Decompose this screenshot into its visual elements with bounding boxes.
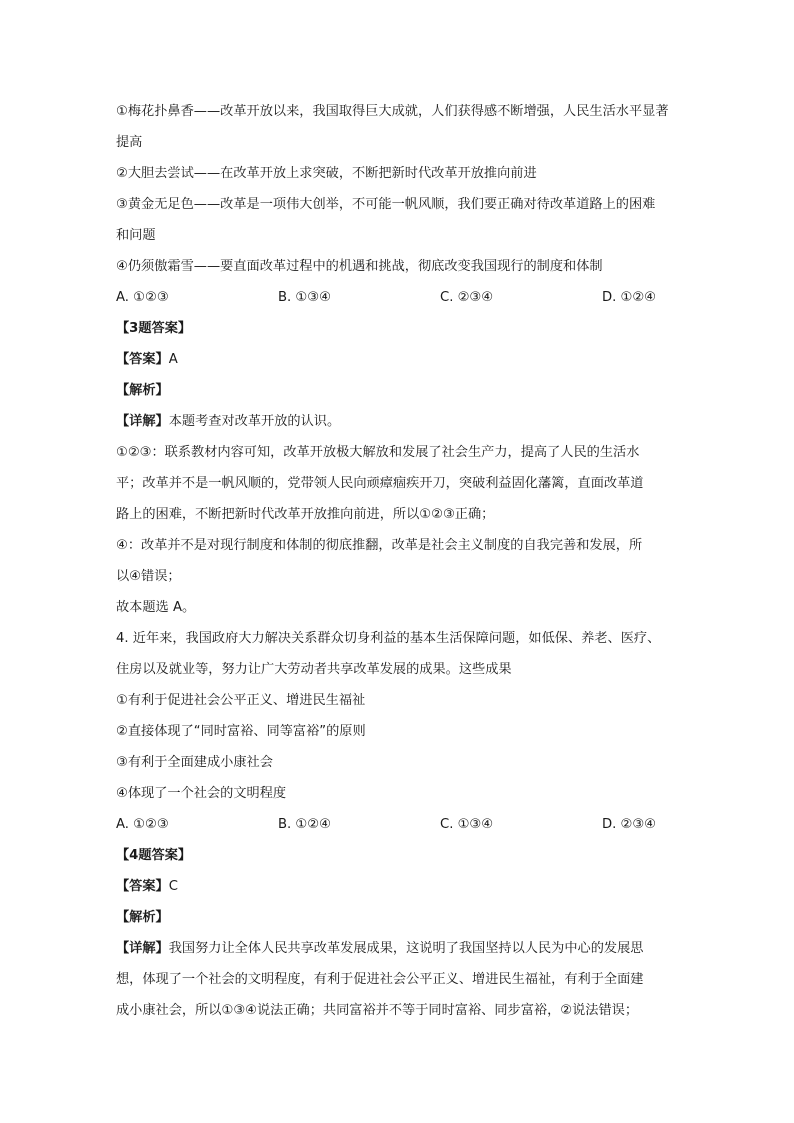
q3-option-d: D. ①②④ — [602, 290, 657, 305]
q3-option-b: B. ①③④ — [278, 290, 331, 305]
q4-option-c: C. ①③④ — [440, 817, 494, 832]
q3-statement-1-line1: ①梅花扑鼻香——改革开放以来，我国取得巨大成就，人们获得感不断增强，人民生活水平显著 — [116, 104, 669, 119]
document-content — [116, 96, 686, 1026]
q4-analysis-label: 【解析】 — [116, 910, 169, 925]
q4-answer-label: 【答案】 — [116, 879, 169, 894]
q4-detail-line3: 成小康社会，所以①③④说法正确；共同富裕并不等于同时富裕、同步富裕，②说法错误； — [116, 1003, 639, 1018]
q4-statement-4: ④体现了一个社会的文明程度 — [116, 786, 287, 801]
q3-answer-value: A — [168, 352, 178, 367]
q4-answer-line — [116, 871, 686, 902]
q4-statement-1: ①有利于促进社会公平正义、增进民生福祉 — [116, 693, 366, 708]
q3-statement-2: ②大胆去尝试——在改革开放上求突破，不断把新时代改革开放推向前进 — [116, 166, 537, 181]
q4-stem-line2: 住房以及就业等，努力让广大劳动者共享改革发展的成果。这些成果 — [116, 662, 512, 677]
q4-option-b: B. ①②④ — [278, 817, 331, 832]
q3-answer-header: 【3题答案】 — [116, 321, 192, 336]
q3-statement-3-line2: 和问题 — [116, 228, 156, 243]
q4-option-a: A. ①②③ — [116, 817, 169, 832]
q4-detail-line2: 想，体现了一个社会的文明程度，有利于促进社会公平正义、增进民生福祉，有利于全面建 — [116, 972, 644, 987]
q3-statement-4: ④仍须傲霜雪——要直面改革过程中的机遇和挑战，彻底改变我国现行的制度和体制 — [116, 259, 603, 274]
q3-answer-line — [116, 344, 686, 375]
q3-analysis-label: 【解析】 — [116, 383, 169, 398]
q3-options — [116, 282, 686, 313]
q3-option-c: C. ②③④ — [440, 290, 494, 305]
q4-options — [116, 809, 686, 840]
q3-detail-label: 【详解】 — [116, 414, 169, 429]
q3-option-a: A. ①②③ — [116, 290, 169, 305]
q3-detail-text: 本题考查对改革开放的认识。 — [168, 414, 341, 429]
q3-statement-3-line1: ③黄金无足色——改革是一项伟大创举，不可能一帆风顺，我们要正确对待改革道路上的困难 — [116, 197, 656, 212]
q3-para2-line1: ④：改革并不是对现行制度和体制的彻底推翻，改革是社会主义制度的自我完善和发展，所 — [116, 538, 643, 553]
q3-para1-line1: ①②③：联系教材内容可知，改革开放极大解放和发展了社会生产力，提高了人民的生活水 — [116, 445, 640, 460]
q4-option-d: D. ②③④ — [602, 817, 657, 832]
q3-statement-1-line2: 提高 — [116, 135, 143, 150]
q4-statement-3: ③有利于全面建成小康社会 — [116, 755, 273, 770]
q3-answer-label: 【答案】 — [116, 352, 169, 367]
q4-answer-value: C — [168, 879, 178, 894]
q3-para2-line2: 以④错误； — [116, 569, 181, 584]
q3-detail-line — [116, 406, 686, 437]
q4-detail-label: 【详解】 — [116, 941, 169, 956]
q4-statement-2: ②直接体现了“同时富裕、同等富裕”的原则 — [116, 724, 366, 739]
q3-para1-line3: 路上的困难，不断把新时代改革开放推向前进，所以①②③正确； — [116, 507, 495, 522]
q3-para1-line2: 平；改革并不是一帆风顺的，党带领人民向顽瘴痼疾开刀，突破利益固化藩篱，直面改革道 — [116, 476, 644, 491]
q3-conclusion: 故本题选 A。 — [116, 600, 196, 615]
q4-answer-header: 【4题答案】 — [116, 848, 192, 863]
q4-stem-line1: 4. 近年来，我国政府大力解决关系群众切身利益的基本生活保障问题，如低保、养老、医疗、 — [116, 631, 661, 646]
q4-detail-line1: 【详解】我国努力让全体人民共享改革发展成果，这说明了我国坚持以人民为中心的发展思 — [116, 941, 644, 956]
